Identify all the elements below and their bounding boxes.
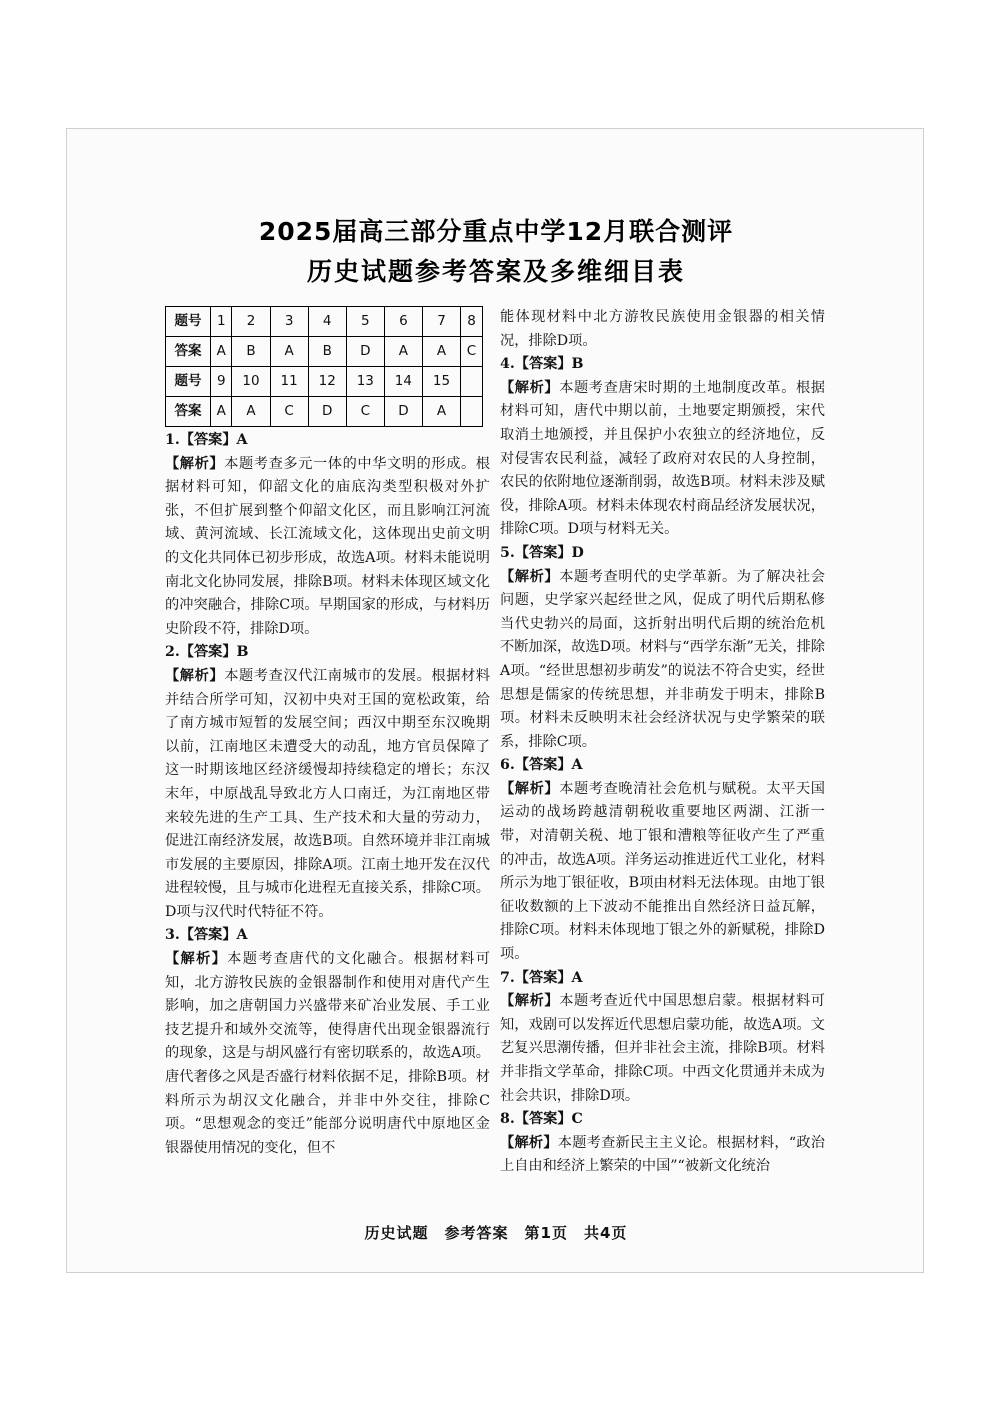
answer-cell — [461, 397, 483, 427]
row-label-answer: 答案 — [166, 337, 211, 367]
answer-cell: A — [232, 397, 270, 427]
analysis-paragraph — [500, 566, 825, 755]
analysis-text: 本题考查明代的史学革新。为了解决社会问题，史学家兴起经世之风，促成了明代后期私修当代史勃兴的局面，这折射出明代后期的统治危机不断加深，故选D项。材料与“西学东渐”无关，排除A项。“经世思想初步萌发”的说法不符合史实，经世思想是儒家的传统思想，并非萌发于明末，排除B项。材料未反映明末社会经济状况与史学繁荣的联系，排除C项。 — [500, 568, 825, 750]
answer-cell: C — [461, 337, 483, 367]
analysis-label: 【解析】 — [165, 455, 225, 472]
question-block — [500, 754, 825, 966]
question-number-cell: 9 — [211, 367, 232, 397]
question-number-cell: 6 — [384, 307, 422, 337]
question-number-cell: 7 — [422, 307, 460, 337]
row-label-question: 题号 — [166, 367, 211, 397]
analysis-paragraph — [165, 453, 490, 642]
question-number-cell: 2 — [232, 307, 270, 337]
question-number-cell: 3 — [270, 307, 308, 337]
answer-cell: A — [422, 397, 460, 427]
question-number-row — [166, 307, 483, 337]
analysis-label: 【解析】 — [500, 379, 560, 396]
answer-row — [166, 397, 483, 427]
question-number-cell: 12 — [308, 367, 346, 397]
analysis-text: 本题考查晚清社会危机与赋税。太平天国运动的战场跨越清朝税收重要地区两湖、江浙一带，对清朝关税、地丁银和漕粮等征收产生了严重的冲击，故选A项。洋务运动推进近代工业化，材料所示为地丁银征收，B项由材料无法体现。由地丁银征收数额的上下波动不能推出自然经济日益瓦解，排除C项。材料未体现地丁银之外的新赋税，排除D项。 — [500, 780, 825, 963]
answer-row — [166, 337, 483, 367]
question-number-cell: 10 — [232, 367, 270, 397]
analysis-label: 【解析】 — [500, 993, 560, 1010]
question-block — [500, 542, 825, 754]
analysis-label: 【解析】 — [500, 568, 560, 585]
analysis-label: 【解析】 — [165, 951, 228, 968]
page-subtitle: 历史试题参考答案及多维细目表 — [306, 257, 685, 286]
question-number-cell: 14 — [384, 367, 422, 397]
page-title: 2025届高三部分重点中学12月联合测评 — [258, 217, 734, 246]
answer-cell: B — [308, 337, 346, 367]
question-number-row — [166, 367, 483, 397]
answer-heading: 3.【答案】A — [165, 927, 248, 944]
analysis-paragraph — [500, 990, 825, 1108]
question-number-cell: 5 — [346, 307, 384, 337]
analysis-paragraph — [165, 665, 490, 925]
answer-heading: 4.【答案】B — [500, 356, 584, 373]
answer-heading: 8.【答案】C — [500, 1111, 583, 1128]
analysis-paragraph — [500, 306, 825, 353]
answer-heading: 6.【答案】A — [500, 757, 583, 774]
question-block — [500, 353, 825, 542]
analysis-text: 能体现材料中北方游牧民族使用金银器的相关情况，排除D项。 — [500, 309, 825, 349]
analysis-text: 本题考查唐宋时期的土地制度改革。根据材料可知，唐代中期以前，土地要定期颁授，宋代取消土地颁授，并且保护小农独立的经济地位，反对侵害农民利益，减轻了政府对农民的人身控制，农民的依附地位逐渐削弱，故选B项。材料未涉及赋役，排除A项。材料未体现农村商品经济发展状况，排除C项。D项与材料无关。 — [500, 379, 825, 538]
question-block — [500, 1108, 825, 1179]
row-label-question: 题号 — [166, 307, 211, 337]
row-label-answer: 答案 — [166, 397, 211, 427]
analysis-label: 【解析】 — [500, 1134, 558, 1151]
answer-cell: A — [384, 337, 422, 367]
analysis-text: 本题考查唐代的文化融合。根据材料可知，北方游牧民族的金银器制作和使用对唐代产生影响，加之唐朝国力兴盛带来矿冶业发展、手工业技艺提升和域外交流等，使得唐代出现金银器流行的现象，这是与胡风盛行有密切联系的，故选A项。唐代奢侈之风是否盛行材料依据不足，排除B项。材料所示为胡汉文化融合，并非中外交往，排除C项。“思想观念的变迁”能部分说明唐代中原地区金银器使用情况的变化，但不 — [165, 951, 490, 1156]
analysis-paragraph — [500, 377, 825, 542]
answer-cell: A — [270, 337, 308, 367]
analysis-paragraph — [500, 778, 825, 967]
answer-heading: 2.【答案】B — [165, 644, 249, 661]
question-number-cell: 8 — [461, 307, 483, 337]
answer-cell: A — [211, 397, 232, 427]
question-block — [500, 306, 825, 353]
question-block — [165, 429, 490, 641]
answer-cell: C — [270, 397, 308, 427]
analysis-paragraph — [500, 1132, 825, 1179]
question-block — [165, 641, 490, 924]
right-questions — [500, 306, 825, 1179]
question-number-cell — [461, 367, 483, 397]
question-number-cell: 4 — [308, 307, 346, 337]
answer-heading: 1.【答案】A — [165, 432, 248, 448]
answer-cell: C — [346, 397, 384, 427]
analysis-text: 本题考查多元一体的中华文明的形成。根据材料可知，仰韶文化的庙底沟类型积极对外扩张，不但扩展到整个仰韶文化区，而且影响江河流域、黄河流域、长江流域文化，这体现出史前文明的文化共同体已初步形成，故选A项。材料未能说明南北文化协同发展，排除B项。材料未体现区域文化的冲突融合，排除C项。早期国家的形成，与材料历史阶段不符，排除D项。 — [165, 455, 490, 637]
left-column — [165, 306, 490, 1160]
page-footer: 历史试题 参考答案 第1页 共4页 — [364, 1224, 628, 1242]
analysis-text: 本题考查近代中国思想启蒙。根据材料可知，戏剧可以发挥近代思想启蒙功能，故选A项。文艺复兴思潮传播，但并非社会主流，排除B项。材料并非指文学革命，排除C项。中西文化贯通并未成为社会共识，排除D项。 — [500, 993, 825, 1104]
right-column — [500, 306, 825, 1179]
question-number-cell: 15 — [422, 367, 460, 397]
answer-table — [165, 306, 483, 427]
question-number-cell: 11 — [270, 367, 308, 397]
question-block — [500, 967, 825, 1109]
answer-heading: 7.【答案】A — [500, 969, 583, 986]
answer-heading: 5.【答案】D — [500, 544, 584, 561]
analysis-text: 本题考查汉代江南城市的发展。根据材料并结合所学可知，汉初中央对王国的宽松政策，给了南方城市短暂的发展空间；西汉中期至东汉晚期以前，江南地区未遭受大的动乱，地方官员保障了这一时期该地区经济缓慢却持续稳定的增长；东汉末年，中原战乱导致北方人口南迁，为江南地区带来较先进的生产工具、生产技术和大量的劳动力，促进江南经济发展，故选B项。自然环境并非江南城市发展的主要原因，排除A项。江南土地开发在汉代进程较慢，且与城市化进程无直接关系，排除C项。D项与汉代时代特征不符。 — [165, 667, 490, 920]
question-block — [165, 924, 490, 1160]
answer-cell: A — [211, 337, 232, 367]
analysis-label: 【解析】 — [500, 780, 560, 797]
analysis-label: 【解析】 — [165, 667, 225, 684]
left-questions — [165, 429, 490, 1160]
answer-cell: B — [232, 337, 270, 367]
answer-cell: D — [308, 397, 346, 427]
answer-cell: D — [384, 397, 422, 427]
question-number-cell: 13 — [346, 367, 384, 397]
answer-cell: A — [422, 337, 460, 367]
question-number-cell: 1 — [211, 307, 232, 337]
analysis-paragraph — [165, 948, 490, 1160]
analysis-text: 本题考查新民主主义论。根据材料，“政治上自由和经济上繁荣的中国”“被新文化统治 — [500, 1134, 825, 1175]
answer-cell: D — [346, 337, 384, 367]
